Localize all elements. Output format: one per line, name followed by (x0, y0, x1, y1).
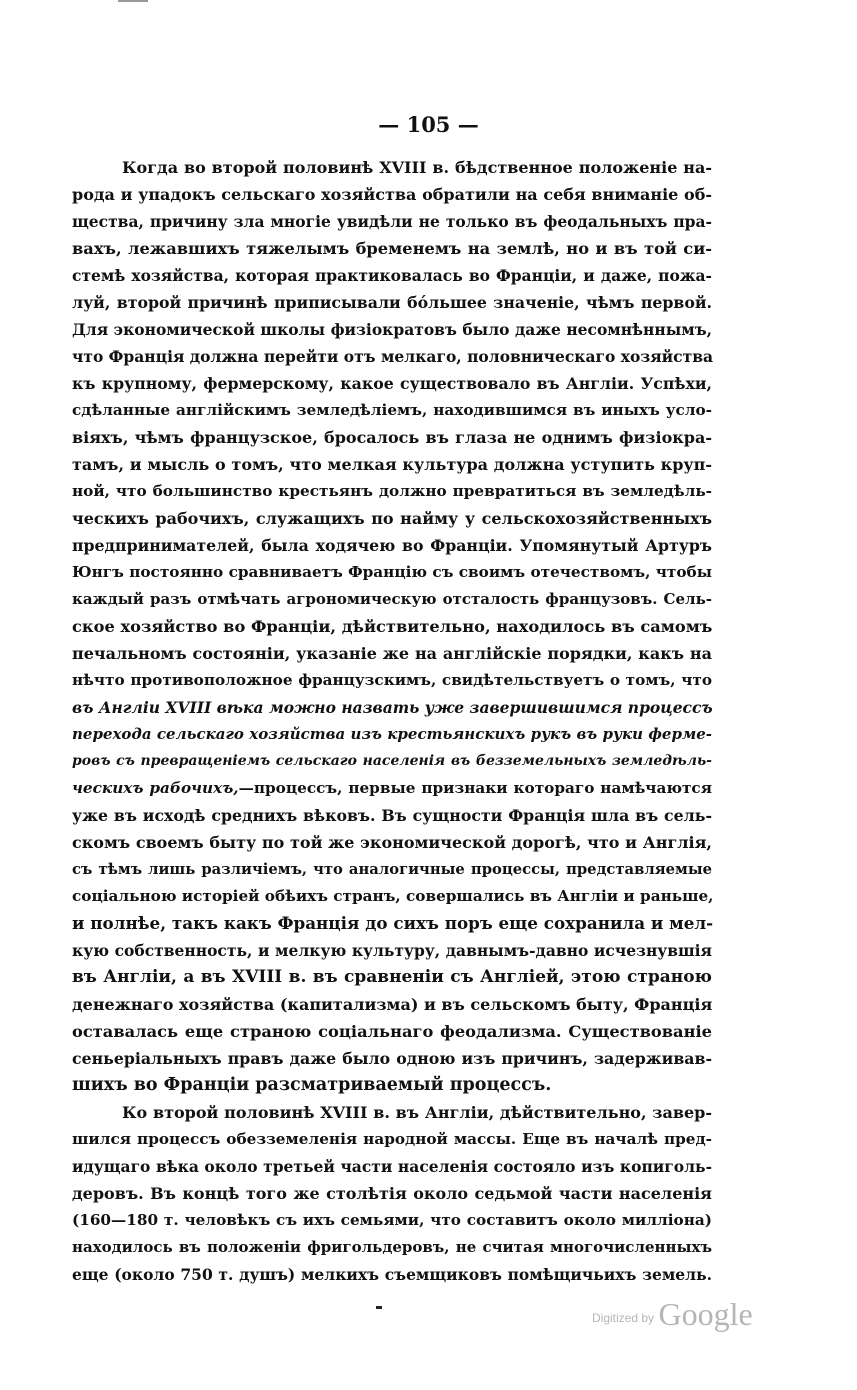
italic-text-line: перехода сельскаго хозяйства изъ крестьянскихъ рукъ въ руки ферме- (72, 725, 712, 743)
text-line: деровъ. Въ концѣ того же столѣтія около седьмой части населенія (72, 1184, 712, 1203)
text-line: скомъ своемъ быту по той же экономической дорогѣ, что и Англія, (72, 833, 712, 852)
text-line: предпринимателей, была ходячею во Франціи. Упомянутый Артуръ (72, 536, 712, 555)
text-line: Когда во второй половинѣ XVIII в. бѣдственное положеніе на- (122, 158, 712, 177)
text-line: шился процессъ обезземеленія народной массы. Еще въ началѣ пред- (72, 1130, 712, 1148)
text-line: что Франція должна перейти отъ мелкаго, половническаго хозяйства (72, 347, 714, 366)
watermark-prefix: Digitized by (592, 1311, 655, 1325)
text-line: еще (около 750 т. душъ) мелкихъ съемщиковъ помѣщичьихъ земель. (72, 1265, 712, 1284)
text-line: Юнгъ постоянно сравниваетъ Францію съ своимъ отечествомъ, чтобы (72, 563, 712, 581)
page-number: — 105 — (378, 112, 479, 137)
text-line: рода и упадокъ сельскаго хозяйства обратили на себя вниманіе об- (72, 185, 712, 204)
text-line: оставалась еще страною соціальнаго феодализма. Существованіе (72, 1022, 712, 1041)
text-line: вахъ, лежавшихъ тяжелымъ бременемъ на землѣ, но и въ той си- (72, 239, 712, 258)
text-line: нѣчто противоположное французскимъ, свидѣтельствуетъ о томъ, что (72, 671, 712, 689)
text-line: идущаго вѣка около третьей части населенія состояло изъ копиголь- (72, 1157, 712, 1176)
digitized-watermark (592, 1296, 753, 1333)
text-line (72, 775, 712, 802)
text-line: луй, второй причинѣ приписывали бóльшее значеніе, чѣмъ первой. (72, 293, 712, 312)
text-line: сеньеріальныхъ правъ даже было одною изъ причинъ, задерживав- (72, 1049, 712, 1068)
text-line: щества, причину зла многіе увидѣли не только въ феодальныхъ пра- (72, 212, 712, 231)
text-line: печальномъ состояніи, указаніе же на англійскіе порядки, какъ на (72, 644, 712, 663)
text-line: віяхъ, чѣмъ французское, бросалось въ глаза не однимъ физіокра- (72, 428, 712, 447)
text-line: стемѣ хозяйства, которая практиковалась во Франціи, и даже, пожа- (72, 266, 712, 285)
scan-mark-bottom (376, 1306, 382, 1309)
text-fragment: —процессъ, первые признаки котораго намѣчаются (238, 779, 712, 797)
text-line: ческихъ рабочихъ, служащихъ по найму у сельскохозяйственныхъ (72, 509, 712, 528)
text-line: съ тѣмъ лишь различіемъ, что аналогичные процессы, представляемые (72, 861, 712, 878)
text-line: Ко второй половинѣ XVIII в. въ Англіи, дѣйствительно, завер- (122, 1103, 712, 1122)
text-line: Для экономической школы физіократовъ было даже несомнѣннымъ, (72, 320, 712, 339)
text-line: сдѣланные англійскимъ земледѣліемъ, находившимся въ иныхъ усло- (72, 401, 712, 419)
text-line: уже въ исходѣ среднихъ вѣковъ. Въ сущности Франція шла въ сель- (72, 806, 712, 825)
italic-fragment: ческихъ рабочихъ, (72, 779, 239, 797)
text-line: денежнаго хозяйства (капитализма) и въ сельскомъ быту, Франція (72, 995, 713, 1014)
scan-mark-top (118, 0, 148, 2)
text-line: соціальною исторіей обѣихъ странъ, совершались въ Англіи и раньше, (72, 887, 714, 905)
text-line: въ Англіи, а въ XVIII в. въ сравненіи съ Англіей, этою страною (72, 967, 712, 987)
text-line: и полнѣе, такъ какъ Франція до сихъ поръ еще сохранила и мел- (72, 913, 714, 933)
text-line: тамъ, и мысль о томъ, что мелкая культура должна уступить круп- (72, 455, 712, 474)
italic-text-line: въ Англіи XVIII вѣка можно назвать уже завершившимся процессъ (72, 698, 713, 717)
text-line: (160—180 т. человѣкъ съ ихъ семьями, что составитъ около милліона) (72, 1211, 712, 1229)
italic-text-line: ровъ съ превращеніемъ сельскаго населенія въ безземельныхъ земледѣль- (72, 753, 712, 769)
text-line: кую собственность, и мелкую культуру, давнымъ-давно исчезнувшія (72, 941, 712, 960)
text-line: ной, что большинство крестьянъ должно превратиться въ земледѣль- (72, 482, 712, 500)
text-line: находилось въ положеніи фригольдеровъ, не считая многочисленныхъ (72, 1238, 712, 1256)
text-line: каждый разъ отмѣчать агрономическую отсталость французовъ. Сель- (72, 590, 712, 608)
text-line: ское хозяйство во Франціи, дѣйствительно, находилось въ самомъ (72, 617, 713, 636)
text-line: шихъ во Франціи разсматриваемый процессъ. (72, 1075, 552, 1095)
google-logo: Google (658, 1296, 753, 1332)
text-line: къ крупному, фермерскому, какое существовало въ Англіи. Успѣхи, (72, 374, 712, 393)
